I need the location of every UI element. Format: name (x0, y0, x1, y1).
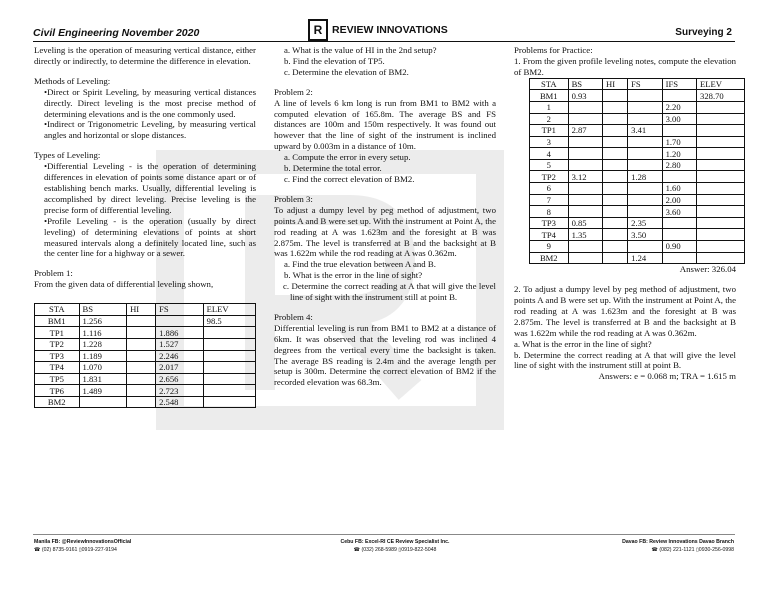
table-header-cell: FS (156, 304, 204, 316)
problem-3-text: To adjust a dumpy level by peg method of adjustment, two points A and B were set up. With the instrument at Point A, the rod reading at A was 1.623m and the foresight at B was 2.875m. The level is transferred at B and the backsight at B was 1.622m while the rod reading at A was 0.362m. (274, 204, 496, 259)
table-cell: 3.41 (628, 125, 662, 137)
table-cell (628, 101, 662, 113)
table-header-cell: STA (35, 304, 80, 316)
table-cell (127, 327, 156, 339)
table-cell: 1.831 (79, 373, 127, 385)
problem-4-title: Problem 4: (274, 311, 313, 322)
footer-davao-phone: ☎ (082) 221-1121 ▯0930-256-0998 (651, 547, 734, 553)
table-cell: 4 (530, 148, 569, 160)
method-item-indirect: •Indirect or Trigonometric Leveling, by measuring vertical angles and horizontal or slope distances. (44, 119, 256, 141)
table-cell (697, 113, 745, 125)
table-cell: 2.723 (156, 385, 204, 397)
column-1 (34, 45, 256, 408)
table-cell (697, 194, 745, 206)
table-cell: TP3 (35, 350, 80, 362)
table-row (530, 148, 745, 160)
p3-question-a: a. Find the true elevation between A and B. (284, 259, 436, 270)
table-row (35, 327, 256, 339)
table-cell (568, 113, 602, 125)
p1-question-c: c. Determine the elevation of BM2. (284, 66, 409, 77)
table-cell (603, 148, 628, 160)
table-cell (697, 159, 745, 171)
table-row (530, 125, 745, 137)
table-row (35, 362, 256, 374)
table-cell (568, 159, 602, 171)
table-cell (628, 206, 662, 218)
table-cell: 3.60 (662, 206, 696, 218)
table-cell: 3 (530, 136, 569, 148)
table-cell: 3.50 (628, 229, 662, 241)
table-cell: 328.70 (697, 90, 745, 102)
table-row (530, 136, 745, 148)
table-cell (568, 101, 602, 113)
table-cell (697, 136, 745, 148)
p3-question-c: c. Determine the correct reading at A that will give the level line of sight with the instrument still at point B. (283, 281, 496, 303)
table-cell: 0.85 (568, 217, 602, 229)
table-cell (603, 125, 628, 137)
table-cell (662, 217, 696, 229)
table-cell: 1.116 (79, 327, 127, 339)
course-title: Civil Engineering November 2020 (33, 27, 200, 39)
table-header-cell: STA (530, 78, 569, 90)
intro-paragraph: Leveling is the operation of measuring vertical distance, either directly or indirectly, to determine the difference in elevation. (34, 45, 256, 66)
practice-2-text: 2. To adjust a dumpy level by peg method of adjustment, two points A and B were set up. With the instrument at Point A, the rod reading at A was 1.623m and the foresight at B was 2.875m. The level is transferred at B and the backsight at B was 1.622m while the rod reading at A was 0.362m. (514, 284, 736, 338)
table-cell: TP3 (530, 217, 569, 229)
table-cell: BM1 (35, 315, 80, 327)
table-cell (628, 194, 662, 206)
table-row (530, 206, 745, 218)
table-cell: 2.20 (662, 101, 696, 113)
table-cell (156, 315, 204, 327)
table-cell (203, 385, 255, 397)
footer-davao (622, 538, 734, 554)
table-cell (603, 171, 628, 183)
table-cell: TP1 (530, 125, 569, 137)
table-header-cell: FS (628, 78, 662, 90)
table-cell: BM2 (35, 396, 80, 408)
table-cell: TP1 (35, 327, 80, 339)
table-row (35, 350, 256, 362)
table-cell (697, 148, 745, 160)
footer-manila-phone: ☎ (02) 8735-9161 ▯0919-227-9194 (34, 547, 117, 553)
table-cell (603, 101, 628, 113)
practice-2-answer: Answers: e = 0.068 m; TRA = 1.615 m (598, 371, 736, 382)
table-cell (628, 183, 662, 195)
table-cell (568, 136, 602, 148)
problem-4-text: Differential leveling is run from BM1 to BM2 at a distance of 6km. It was observed that the leveling rod was inclined 4 degrees from the vertical every time the backsight is taken. The average BS reading is 2.4m and the average length per setup is 300m. Determine the correct elevation of BM2 if the recorded elevation was 68.3m. (274, 322, 496, 388)
method-item-direct: •Direct or Spirit Leveling, by measuring vertical distances directly. Direct leveling is the most precise method of determining elevations and is the one commonly used. (44, 86, 256, 119)
table-row (530, 113, 745, 125)
table-cell (628, 113, 662, 125)
table-row (530, 252, 745, 264)
table-cell (203, 327, 255, 339)
table-cell: TP2 (530, 171, 569, 183)
table-cell (568, 183, 602, 195)
table-cell: 1.70 (662, 136, 696, 148)
table-cell (568, 194, 602, 206)
table-cell (568, 252, 602, 264)
footer-cebu-phone: ☎ (032) 268-5989 ▯0919-822-5048 (353, 547, 437, 553)
table-cell (628, 159, 662, 171)
table-cell (127, 362, 156, 374)
table-cell: 1.189 (79, 350, 127, 362)
table-cell: 98.5 (203, 315, 255, 327)
table-cell (203, 362, 255, 374)
table-row (530, 229, 745, 241)
table-cell: TP4 (530, 229, 569, 241)
table-cell (203, 338, 255, 350)
table-cell (127, 385, 156, 397)
practice-2-question-b: b. Determine the correct reading at A that will give the level line of sight with the instrument still at point B. (514, 349, 736, 371)
table-row (35, 396, 256, 408)
table-cell: 3.12 (568, 171, 602, 183)
table-cell (628, 148, 662, 160)
table-cell: BM1 (530, 90, 569, 102)
profile-leveling-table (529, 78, 745, 265)
table-cell (697, 241, 745, 253)
table-cell: 1.527 (156, 338, 204, 350)
table-cell (697, 229, 745, 241)
practice-title: Problems for Practice: (514, 45, 593, 55)
table-cell: 1.20 (662, 148, 696, 160)
p2-question-c: c. Find the correct elevation of BM2. (284, 173, 415, 184)
table-cell: 1.228 (79, 338, 127, 350)
table-cell: 1.070 (79, 362, 127, 374)
table-cell (127, 315, 156, 327)
table-cell (662, 125, 696, 137)
header-divider (33, 41, 735, 42)
problem-1-text: From the given data of differential leveling shown, (34, 279, 214, 290)
table-row (530, 183, 745, 195)
table-cell (568, 241, 602, 253)
table-cell (697, 217, 745, 229)
table-row (530, 101, 745, 113)
table-cell (662, 171, 696, 183)
subject-title: Surveying 2 (675, 27, 732, 38)
table-cell: 1.28 (628, 171, 662, 183)
table-cell: 1.60 (662, 183, 696, 195)
table-row (35, 338, 256, 350)
p3-question-b: b. What is the error in the line of sight? (284, 270, 423, 281)
table-header-cell: IFS (662, 78, 696, 90)
table-cell: 1.489 (79, 385, 127, 397)
p1-question-b: b. Find the elevation of TP5. (284, 55, 385, 66)
table-row (530, 241, 745, 253)
table-header-cell: HI (127, 304, 156, 316)
table-cell (203, 373, 255, 385)
table-cell: 1.24 (628, 252, 662, 264)
footer-davao-fb: Davao FB: Review Innovations Davao Branch (622, 539, 734, 545)
table-cell: 9 (530, 241, 569, 253)
table-header-cell: ELEV (203, 304, 255, 316)
table-cell (203, 396, 255, 408)
table-cell: 0.90 (662, 241, 696, 253)
table-cell: 0.93 (568, 90, 602, 102)
table-cell (603, 136, 628, 148)
methods-title: Methods of Leveling: (34, 75, 111, 86)
table-cell: 2 (530, 113, 569, 125)
table-cell (203, 350, 255, 362)
types-title: Types of Leveling: (34, 150, 101, 161)
p1-question-a: a. What is the value of HI in the 2nd setup? (284, 45, 437, 55)
table-cell (628, 136, 662, 148)
p2-question-b: b. Determine the total error. (284, 163, 382, 174)
practice-1-answer: Answer: 326.04 (679, 264, 736, 275)
table-cell (628, 241, 662, 253)
table-cell (79, 396, 127, 408)
table-cell (568, 148, 602, 160)
table-cell (127, 338, 156, 350)
table-cell (697, 101, 745, 113)
table-cell: BM2 (530, 252, 569, 264)
table-row (35, 373, 256, 385)
table-cell (662, 90, 696, 102)
table-cell (603, 206, 628, 218)
table-cell: 2.35 (628, 217, 662, 229)
p2-question-a: a. Compute the error in every setup. (284, 152, 411, 163)
differential-leveling-table (34, 303, 256, 408)
column-2 (274, 45, 496, 388)
table-cell (603, 159, 628, 171)
table-cell (697, 206, 745, 218)
table-header-cell: BS (568, 78, 602, 90)
table-cell (603, 217, 628, 229)
table-row (530, 171, 745, 183)
table-header-cell: BS (79, 304, 127, 316)
table-cell: 2.246 (156, 350, 204, 362)
table-cell: 2.80 (662, 159, 696, 171)
column-3 (514, 45, 736, 382)
table-cell (603, 241, 628, 253)
problem-2-title: Problem 2: (274, 86, 313, 97)
table-cell: 5 (530, 159, 569, 171)
footer-cebu (330, 538, 460, 554)
table-row (530, 90, 745, 102)
table-cell (697, 252, 745, 264)
table-cell (662, 252, 696, 264)
table-cell: 1.886 (156, 327, 204, 339)
table-header-cell: ELEV (697, 78, 745, 90)
problem-2-text: A line of levels 6 km long is run from BM1 to BM2 with a computed elevation of 165.8m. The average BS and FS distances are 100m and 150m respectively. It was found out however that the line of sight of the instrument is inclined upward by 0.003m in a distance of 10m. (274, 97, 496, 152)
table-cell: 1 (530, 101, 569, 113)
footer-cebu-fb: Cebu FB: Excel-RI CE Review Specialist Inc. (340, 539, 450, 545)
table-cell: 6 (530, 183, 569, 195)
table-cell: 2.017 (156, 362, 204, 374)
brand-header (308, 19, 448, 41)
table-cell (127, 350, 156, 362)
footer-manila (34, 538, 131, 554)
table-row (35, 385, 256, 397)
practice-2-question-a: a. What is the error in the line of sight? (514, 338, 652, 349)
table-row (530, 217, 745, 229)
table-cell: 8 (530, 206, 569, 218)
table-cell (628, 90, 662, 102)
table-cell (603, 113, 628, 125)
table-cell (127, 373, 156, 385)
table-cell (603, 229, 628, 241)
table-cell (603, 252, 628, 264)
table-cell: TP6 (35, 385, 80, 397)
problem-3-title: Problem 3: (274, 193, 313, 204)
table-cell: TP2 (35, 338, 80, 350)
footer-manila-fb: Manila FB: @ReviewInnovationsOfficial (34, 539, 132, 545)
table-cell (603, 90, 628, 102)
table-cell (127, 396, 156, 408)
table-row (35, 315, 256, 327)
type-item-profile: •Profile Leveling - is the operation (usually by direct leveling) of determining elevations of points at short measured intervals along a definitely located line, such as the center line for a highway or a sewer. (44, 215, 256, 259)
table-cell: 2.00 (662, 194, 696, 206)
table-cell: 7 (530, 194, 569, 206)
table-cell (603, 194, 628, 206)
table-row (530, 159, 745, 171)
table-header-cell: HI (603, 78, 628, 90)
table-cell (697, 125, 745, 137)
table-cell (697, 183, 745, 195)
table-cell: 2.87 (568, 125, 602, 137)
table-cell: TP4 (35, 362, 80, 374)
ri-logo-icon: R (308, 19, 328, 41)
table-cell: TP5 (35, 373, 80, 385)
type-item-differential: •Differential Leveling - is the operation of determining differences in elevation of points some distance apart or of establishing bench marks. Usually, differential leveling is accomplished by direct leveling. Precise leveling is the precise form of differential leveling. (44, 161, 256, 215)
footer-divider (33, 534, 735, 535)
table-cell (697, 171, 745, 183)
table-cell: 3.00 (662, 113, 696, 125)
table-cell: 2.548 (156, 396, 204, 408)
table-cell: 1.35 (568, 229, 602, 241)
problem-1-title: Problem 1: (34, 268, 73, 279)
table-row (530, 194, 745, 206)
table-cell (603, 183, 628, 195)
table-cell (568, 206, 602, 218)
table-cell (662, 229, 696, 241)
practice-1-text: 1. From the given profile leveling notes, compute the elevation of BM2. (514, 55, 736, 77)
table-cell: 2.656 (156, 373, 204, 385)
brand-name: REVIEW INNOVATIONS (332, 24, 448, 36)
table-cell: 1.256 (79, 315, 127, 327)
